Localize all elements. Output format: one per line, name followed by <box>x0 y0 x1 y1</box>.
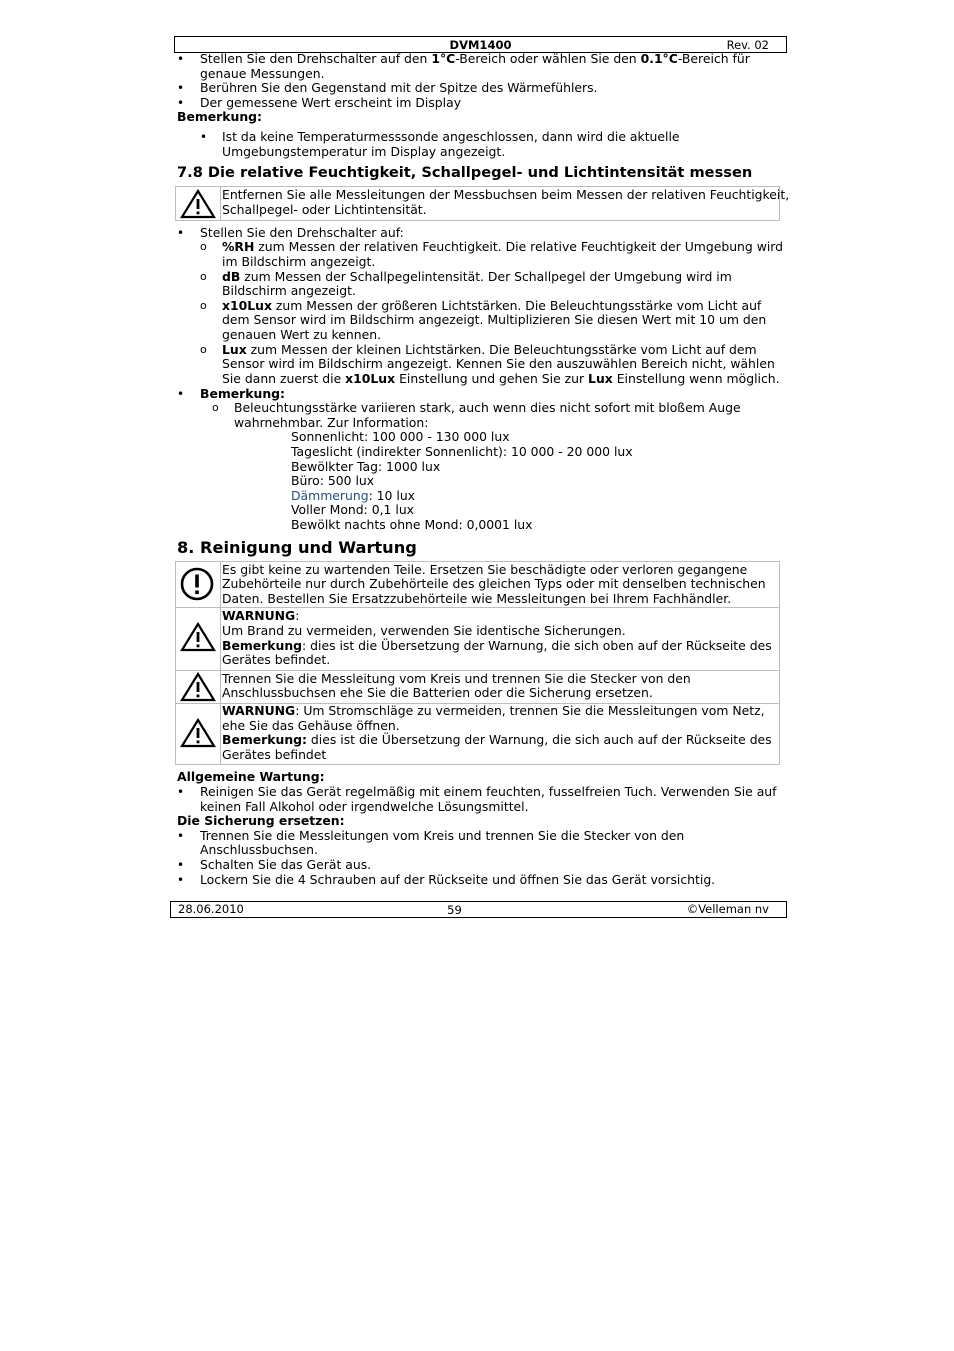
note-title: Bemerkung: <box>200 386 285 401</box>
table-row-text: WARNUNG: Um Stromschläge zu vermeiden, trennen Sie die Messleitungen vom Netz, <box>222 703 765 718</box>
info-line: Sonnenlicht: 100 000 - 130 000 lux <box>291 429 510 444</box>
bullet-icon: • <box>177 387 185 401</box>
note-text: Ist da keine Temperaturmesssonde angeschlossen, dann wird die aktuelle <box>222 129 680 144</box>
bullet-icon: • <box>200 130 208 144</box>
page-number: 59 <box>447 903 462 917</box>
table-row-text: Zubehörteile nur durch Zubehörteile des gleichen Typs oder mit denselben technischen <box>222 576 766 591</box>
subsection-title: Allgemeine Wartung: <box>177 769 325 784</box>
table-row-text: Anschlussbuchsen ehe Sie die Batterien oder die Sicherung ersetzen. <box>222 685 653 700</box>
table-row-text: Daten. Bestellen Sie Ersatzzubehörteile wie Messleitungen bei Ihrem Fachhändler. <box>222 591 732 606</box>
table-row-text: Es gibt keine zu wartenden Teile. Ersetzen Sie beschädigte oder verloren gegangene <box>222 562 748 577</box>
option-text: Sie dann zuerst die x10Lux Einstellung und gehen Sie zur Lux Einstellung wenn möglich. <box>222 371 780 386</box>
footer-date: 28.06.2010 <box>178 902 244 916</box>
bullet-text: Trennen Sie die Messleitungen vom Kreis und trennen Sie die Stecker von den <box>200 828 685 843</box>
bullet-text: Stellen Sie den Drehschalter auf den 1°C-Bereich oder wählen Sie den 0.1°C-Bereich für <box>200 51 750 66</box>
bullet-icon: • <box>177 81 185 95</box>
table-row-text: Gerätes befindet. <box>222 652 331 667</box>
table-row-text: Bemerkung: dies ist die Übersetzung der Warnung, die sich auch auf der Rückseite des <box>222 732 772 747</box>
bullet-text: Lockern Sie die 4 Schrauben auf der Rückseite und öffnen Sie das Gerät vorsichtig. <box>200 872 716 887</box>
note-text: Beleuchtungsstärke variieren stark, auch wenn dies nicht sofort mit bloßem Auge <box>234 400 741 415</box>
info-line: Bewölkter Tag: 1000 lux <box>291 459 441 474</box>
footer-copyright: ©Velleman nv <box>686 902 769 916</box>
note-text: wahrnehmbar. Zur Information: <box>234 415 429 430</box>
circle-bullet-icon: o <box>200 343 207 356</box>
option-x10lux: x10Lux zum Messen der größeren Lichtstärken. Die Beleuchtungsstärke vom Licht auf <box>222 298 762 313</box>
bullet-text: Berühren Sie den Gegenstand mit der Spitze des Wärmefühlers. <box>200 80 598 95</box>
table-row-text: Bemerkung: dies ist die Übersetzung der Warnung, die sich oben auf der Rückseite des <box>222 638 772 653</box>
bullet-text: Stellen Sie den Drehschalter auf: <box>200 225 404 240</box>
option-lux: Lux zum Messen der kleinen Lichtstärken. Die Beleuchtungsstärke vom Licht auf dem <box>222 342 757 357</box>
circle-bullet-icon: o <box>200 240 207 253</box>
section-heading: 7.8 Die relative Feuchtigkeit, Schallpegel- und Lichtintensität messen <box>177 164 753 181</box>
page-footer <box>170 901 787 918</box>
warning-triangle-icon <box>180 672 216 702</box>
model-name: DVM1400 <box>449 38 512 52</box>
bullet-icon: • <box>177 858 185 872</box>
option-text: dem Sensor wird im Bildschirm angezeigt. Multiplizieren Sie diesen Wert mit 10 um den <box>222 312 767 327</box>
warning-text: Schallpegel- oder Lichtintensität. <box>222 202 427 217</box>
table-row-text: WARNUNG: <box>222 608 300 623</box>
info-line: Dämmerung: 10 lux <box>291 488 416 503</box>
table-row-text: Um Brand zu vermeiden, verwenden Sie identische Sicherungen. <box>222 623 626 638</box>
bullet-icon: • <box>177 52 185 66</box>
bullet-text: keinen Fall Alkohol oder irgendwelche Lösungsmittel. <box>200 799 529 814</box>
info-line: Tageslicht (indirekter Sonnenlicht): 10 000 - 20 000 lux <box>291 444 633 459</box>
option-text: Bildschirm angezeigt. <box>222 283 356 298</box>
note-title: Bemerkung: <box>177 109 262 124</box>
table-row-text: Trennen Sie die Messleitung vom Kreis und trennen Sie die Stecker von den <box>222 671 691 686</box>
info-line: Büro: 500 lux <box>291 473 375 488</box>
info-line: Voller Mond: 0,1 lux <box>291 502 415 517</box>
bullet-icon: • <box>177 785 185 799</box>
circle-bullet-icon: o <box>200 299 207 312</box>
subsection-title: Die Sicherung ersetzen: <box>177 813 345 828</box>
circle-bullet-icon: o <box>200 270 207 283</box>
bullet-icon: • <box>177 873 185 887</box>
warning-text: Entfernen Sie alle Messleitungen der Messbuchsen beim Messen der relativen Feuchtigkeit, <box>222 187 790 202</box>
info-line: Bewölkt nachts ohne Mond: 0,0001 lux <box>291 517 533 532</box>
bullet-text: Schalten Sie das Gerät aus. <box>200 857 372 872</box>
bullet-text: Anschlussbuchsen. <box>200 842 318 857</box>
bullet-icon: • <box>177 96 185 110</box>
dusk-term: Dämmerung <box>291 488 369 503</box>
table-row-text: ehe Sie das Gehäuse öffnen. <box>222 718 400 733</box>
exclamation-circle-icon <box>180 567 214 601</box>
option-text: Sensor wird im Bildschirm angezeigt. Kennen Sie den auszuwählen Bereich nicht, wählen <box>222 356 775 371</box>
bullet-icon: • <box>177 226 185 240</box>
bullet-text: genaue Messungen. <box>200 66 325 81</box>
bullet-text: Reinigen Sie das Gerät regelmäßig mit einem feuchten, fusselfreien Tuch. Verwenden Sie auf <box>200 784 777 799</box>
note-text: Umgebungstemperatur im Display angezeigt. <box>222 144 506 159</box>
bullet-icon: • <box>177 829 185 843</box>
bullet-text: Der gemessene Wert erscheint im Display <box>200 95 462 110</box>
warning-triangle-icon <box>180 189 216 219</box>
revision: Rev. 02 <box>726 38 769 52</box>
warning-triangle-icon <box>180 622 216 652</box>
warning-triangle-icon <box>180 718 216 748</box>
table-row-text: Gerätes befindet <box>222 747 327 762</box>
section-heading: 8. Reinigung und Wartung <box>177 538 417 557</box>
circle-bullet-icon: o <box>212 401 219 414</box>
option-rh: %RH zum Messen der relativen Feuchtigkeit. Die relative Feuchtigkeit der Umgebung wird <box>222 239 784 254</box>
option-db: dB zum Messen der Schallpegelintensität. Der Schallpegel der Umgebung wird im <box>222 269 732 284</box>
option-text: im Bildschirm angezeigt. <box>222 254 376 269</box>
option-text: genauen Wert zu kennen. <box>222 327 382 342</box>
